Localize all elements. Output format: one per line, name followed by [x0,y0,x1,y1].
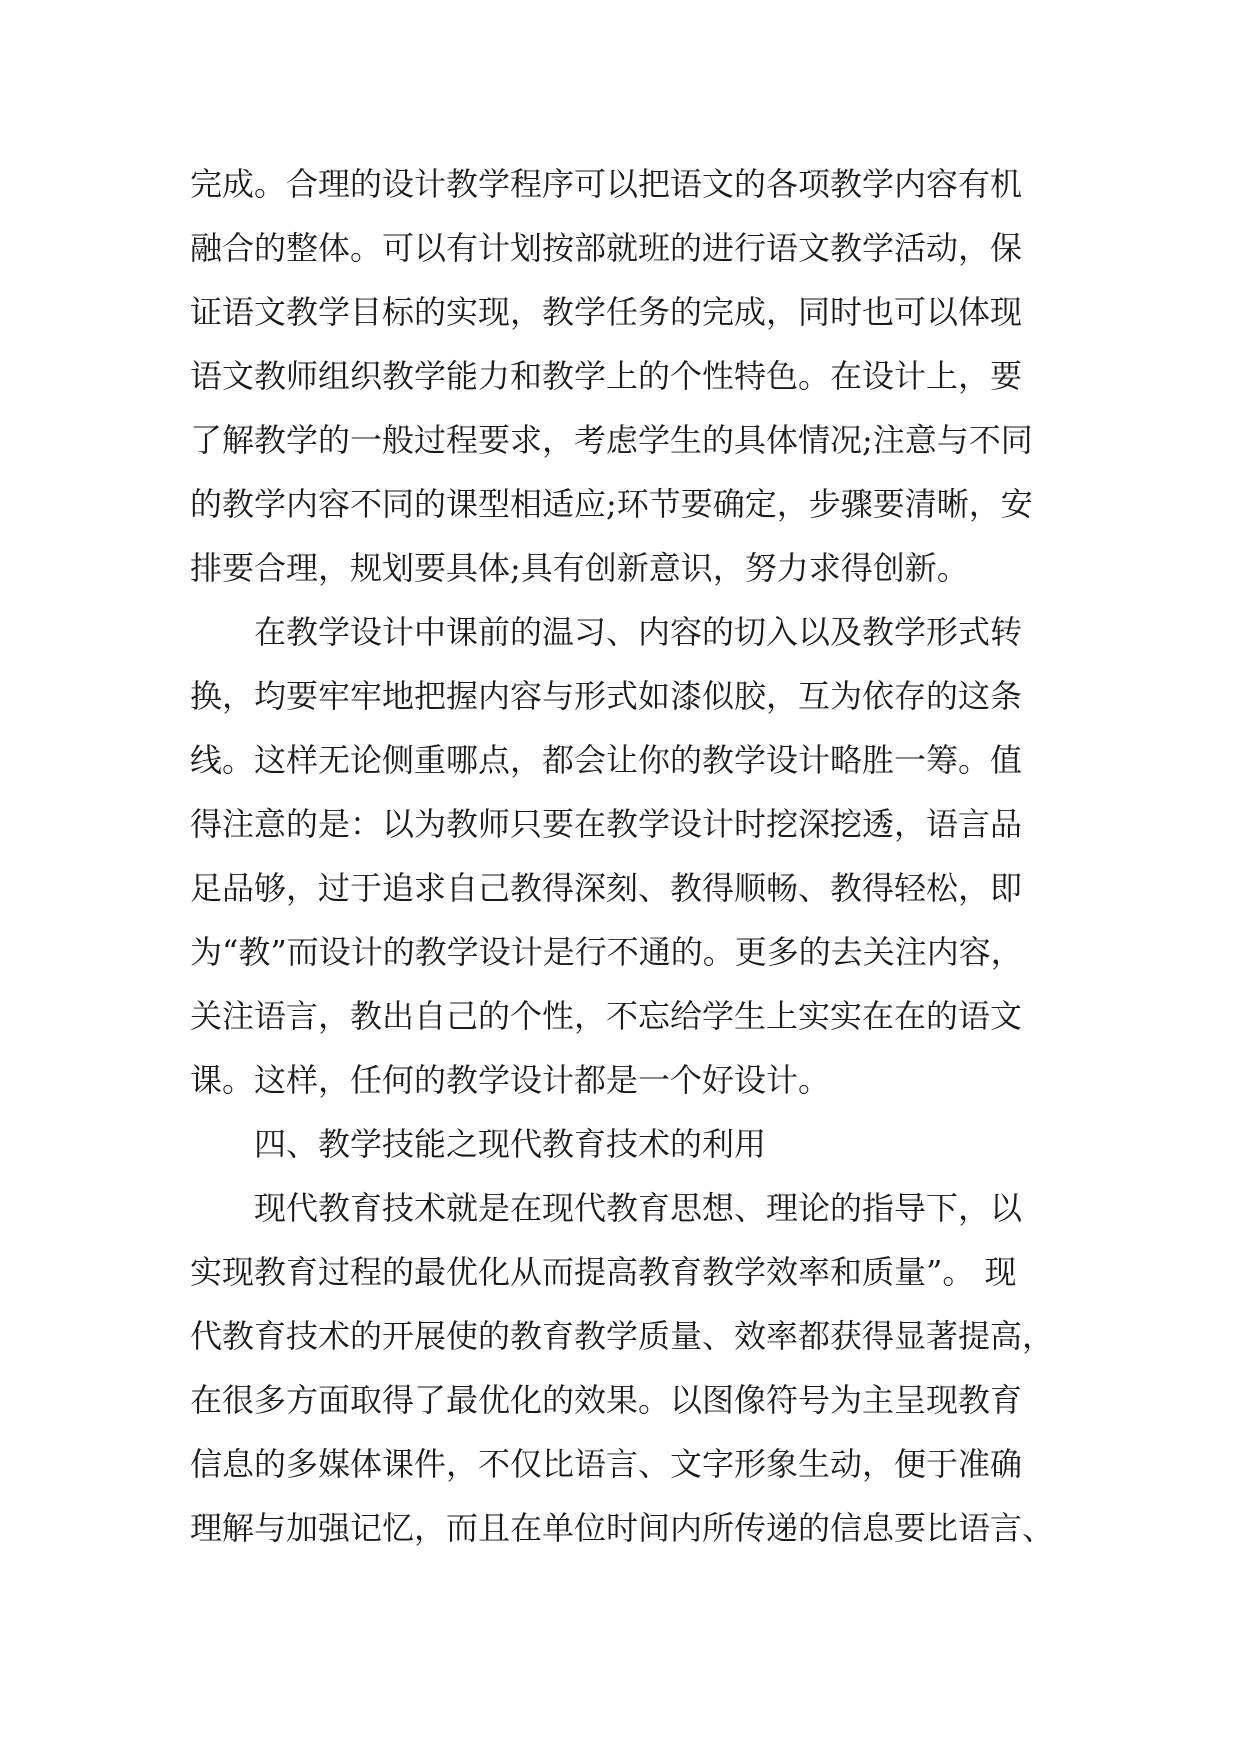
text-line: 为“教”而设计的教学设计是行不通的。更多的去关注内容， [190,933,1023,971]
text-line: 足品够，过于追求自己教得深刻、教得顺畅、教得轻松，即 [190,869,1023,907]
text-line: 信息的多媒体课件，不仅比语言、文字形象生动，便于准确 [190,1445,1023,1483]
text-line: 排要合理，规划要具体;具有创新意识，努力求得创新。 [190,549,969,587]
document-page [190,152,1058,1560]
paragraph-2 [190,600,1058,1112]
text-line: 实现教育过程的最优化从而提高教育教学效率和质量”。 现 [190,1253,1017,1291]
text-line: 线。这样无论侧重哪点，都会让你的教学设计略胜一筹。值 [190,741,1023,779]
text-line: 融合的整体。可以有计划按部就班的进行语文教学活动，保 [190,229,1023,267]
text-line: 的教学内容不同的课型相适应;环节要确定，步骤要清晰，安 [190,485,1033,523]
text-line: 语文教师组织教学能力和教学上的个性特色。在设计上，要 [190,357,1023,395]
text-line: 理解与加强记忆，而且在单位时间内所传递的信息要比语言、 [190,1509,1055,1547]
paragraph-3 [190,1176,1058,1560]
text-line: 换，均要牢牢地把握内容与形式如漆似胶，互为依存的这条 [190,677,1023,715]
text-line: 现代教育技术就是在现代教育思想、理论的指导下，以 [254,1189,1023,1227]
text-line: 证语文教学目标的实现，教学任务的完成，同时也可以体现 [190,293,1023,331]
text-line: 完成。合理的设计教学程序可以把语文的各项教学内容有机 [190,165,1023,203]
heading-line: 四、教学技能之现代教育技术的利用 [254,1125,767,1163]
paragraph-1 [190,152,1058,600]
text-line: 了解教学的一般过程要求，考虑学生的具体情况;注意与不同 [190,421,1033,459]
text-line: 代教育技术的开展使的教育教学质量、效率都获得显著提高， [190,1317,1055,1355]
text-line: 得注意的是：以为教师只要在教学设计时挖深挖透，语言品 [190,805,1023,843]
section-heading [190,1112,1058,1176]
text-line: 在教学设计中课前的温习、内容的切入以及教学形式转 [254,613,1023,651]
text-line: 关注语言，教出自己的个性，不忘给学生上实实在在的语文 [190,997,1023,1035]
text-line: 课。这样，任何的教学设计都是一个好设计。 [190,1061,831,1099]
text-line: 在很多方面取得了最优化的效果。以图像符号为主呈现教育 [190,1381,1023,1419]
